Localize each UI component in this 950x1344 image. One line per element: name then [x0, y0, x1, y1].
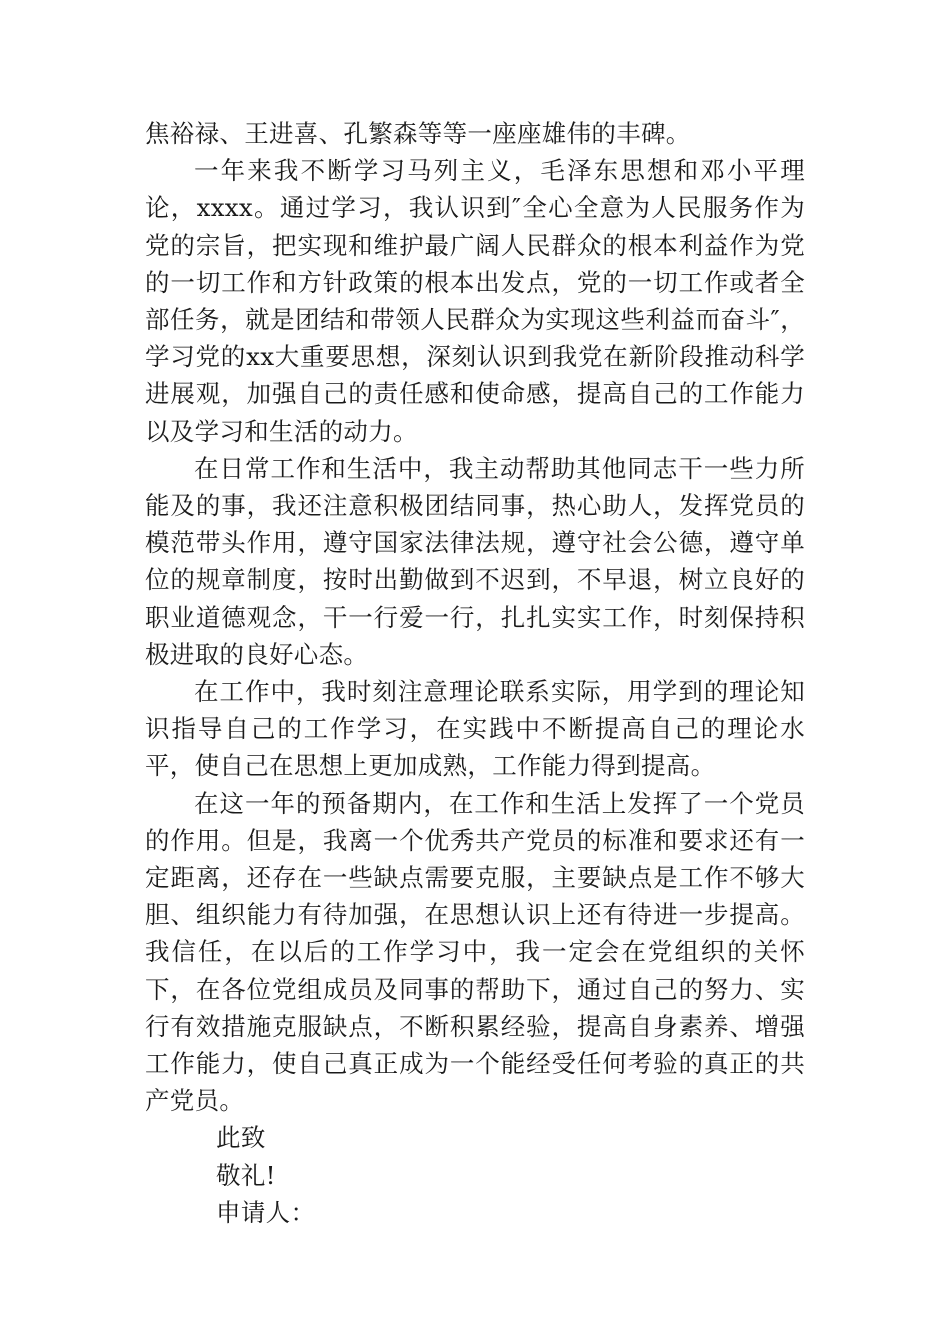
closing-salutation: 此致 [216, 1123, 266, 1153]
paragraph-2: 一年来我不断学习马列主义，毛泽东思想和邓小平理论，xxxx。通过学习，我认识到″全心全意为人民服务作为党的宗旨，把实现和维护最广阔人民群众的根本利益作为党的一切工作和方针政策的根本出发点，党的一切工作或者全部任务，就是团结和带领人民群众为实现这些利益而奋斗″，学习党的xx大重要思想，深刻认识到我党在新阶段推动科学进展观，加强自己的责任感和使命感，提高自己的工作能力以及学习和生活的动力。 [145, 156, 805, 446]
paragraph-5: 在这一年的预备期内，在工作和生活上发挥了一个党员的作用。但是，我离一个优秀共产党员的标准和要求还有一定距离，还存在一些缺点需要克服，主要缺点是工作不够大胆、组织能力有待加强，在思想认识上还有待进一步提高。我信任，在以后的工作学习中，我一定会在党组织的关怀下，在各位党组成员及同事的帮助下，通过自己的努力、实行有效措施克服缺点，不断积累经验，提高自身素养、增强工作能力，使自己真正成为一个能经受任何考验的真正的共产党员。 [145, 788, 805, 1116]
paragraph-4: 在工作中，我时刻注意理论联系实际，用学到的理论知识指导自己的工作学习，在实践中不断提高自己的理论水平，使自己在思想上更加成熟，工作能力得到提高。 [145, 677, 805, 781]
paragraph-3: 在日常工作和生活中，我主动帮助其他同志干一些力所能及的事，我还注意积极团结同事，热心助人，发挥党员的模范带头作用，遵守国家法律法规，遵守社会公德，遵守单位的规章制度，按时出勤做到不迟到，不早退，树立良好的职业道德观念，干一行爱一行，扎扎实实工作，时刻保持积极进取的良好心态。 [145, 453, 805, 669]
closing-respect: 敬礼! [216, 1160, 276, 1190]
paragraph-1: 焦裕禄、王进喜、孔繁森等等一座座雄伟的丰碑。 [145, 119, 691, 148]
applicant-label: 申请人： [216, 1197, 316, 1227]
letter-body [145, 115, 805, 1231]
